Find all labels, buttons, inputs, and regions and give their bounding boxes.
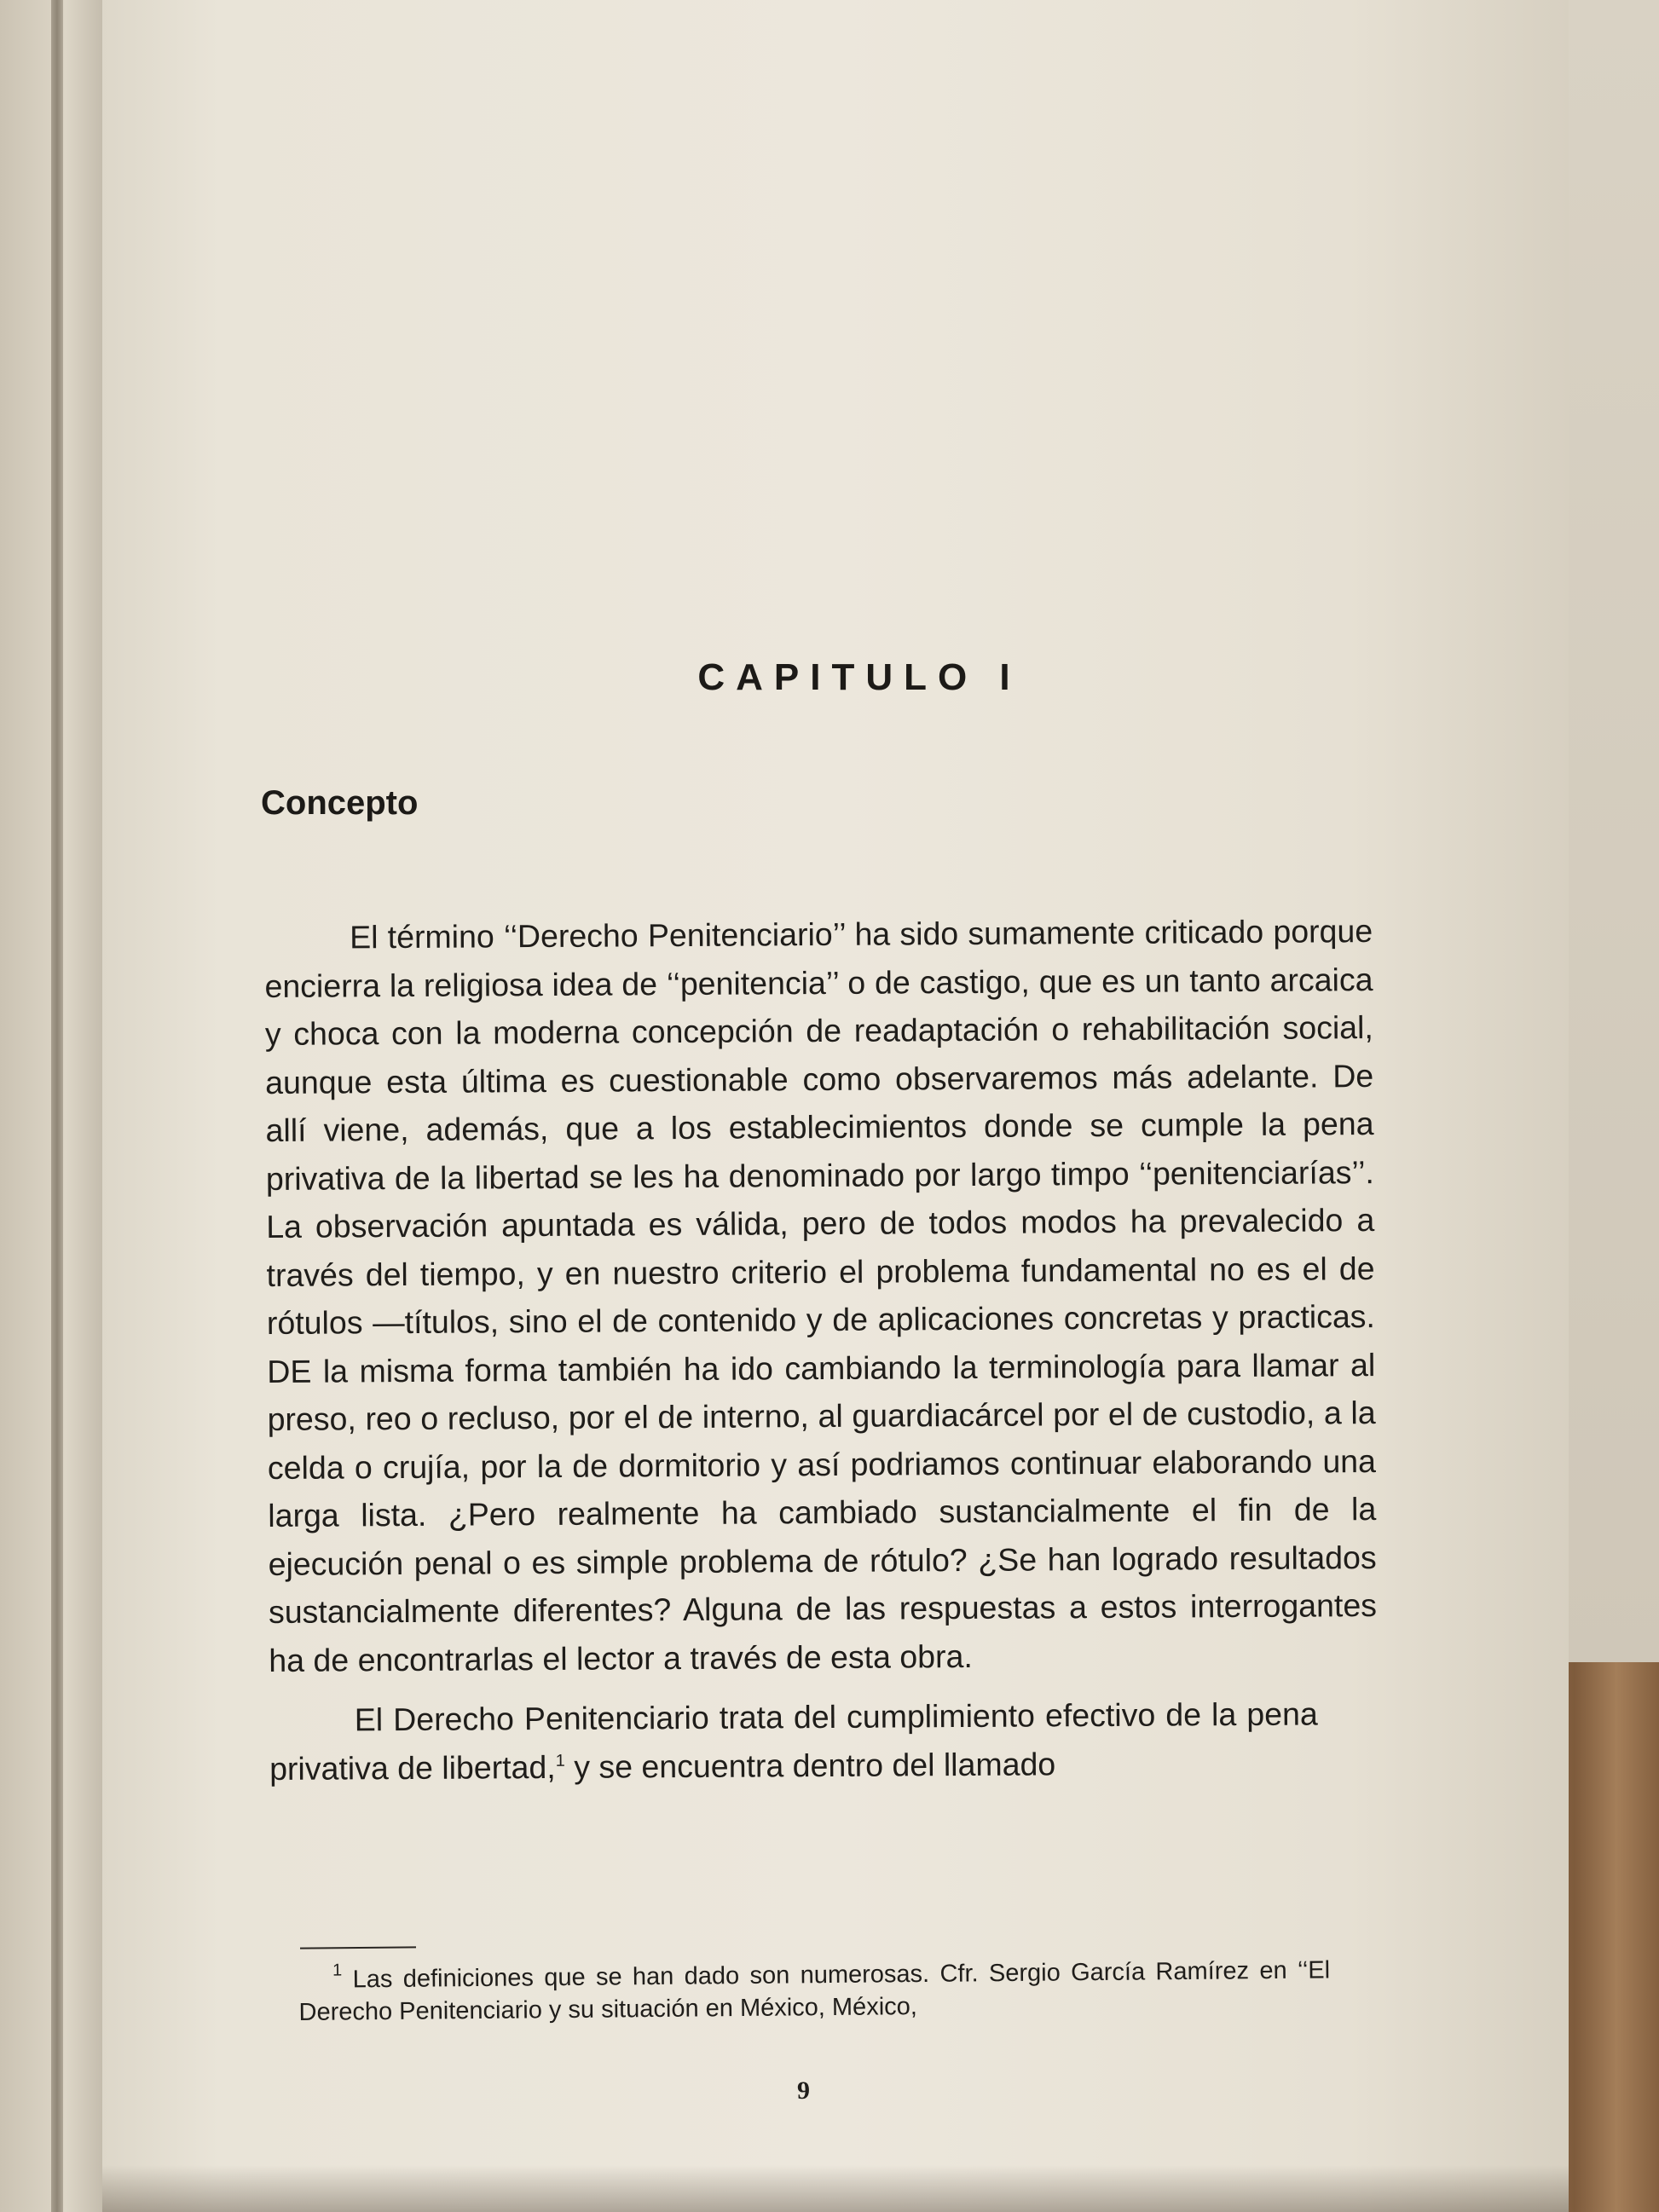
footnote-marker: 1 — [332, 1961, 343, 1980]
paragraph — [269, 1689, 1319, 1793]
footnote-reference: 1 — [555, 1751, 565, 1770]
page-shadow — [102, 2165, 1569, 2212]
page-number: 9 — [797, 2076, 810, 2105]
paragraph-text: El Derecho Penitenciario trata del cumplimiento efectivo de la pena privativa de libertad, — [269, 1695, 1318, 1787]
chapter-title: CAPITULO I — [697, 656, 1021, 698]
footnote — [298, 1954, 1331, 2029]
footnote-text: Las definiciones que se han dado son numerosas. Cfr. Sergio García Ramírez en ‘‘El Derecho Penitenciario y su situación en México, México, — [298, 1956, 1331, 2026]
book-spine — [51, 0, 63, 2212]
body-text — [264, 907, 1378, 1793]
paragraph: El término ‘‘Derecho Penitenciario’’ ha sido sumamente criticado porque encierra la religiosa idea de ‘‘penitencia’’ o de castigo, que es un tanto arcaica y choca con la moderna concepción de readaptación o rehabilitación social, aunque esta última es cuestionable como observaremos más adelante. De allí viene, además, que a los establecimientos donde se cumple la pena privativa de la libertad se les ha denominado por largo timpo ‘‘penitenciarías’’. La observación apuntada es válida, pero de todos modos ha prevalecido a través del tiempo, y en nuestro criterio el problema fundamental no es el de rótulos —títulos, sino el de contenido y de aplicaciones concretas y practicas. DE la misma forma también ha ido cambiando la terminología para llamar al preso, reo o recluso, por el de interno, al guardiacárcel por el de custodio, a la celda o crujía, por la de dormitorio y así podriamos continuar elaborando una larga lista. ¿Pero realmente ha cambiado sustancialmente el fin de la ejecución penal o es simple problema de rótulo? ¿Se han logrado resultados sustancialmente diferentes? Alguna de las respuestas a estos interrogantes ha de encontrarlas el lector a través de esta obra. — [264, 913, 1378, 1678]
section-title: Concepto — [261, 784, 419, 822]
paragraph-text-continued: y se encuentra dentro del llamado — [564, 1745, 1056, 1785]
